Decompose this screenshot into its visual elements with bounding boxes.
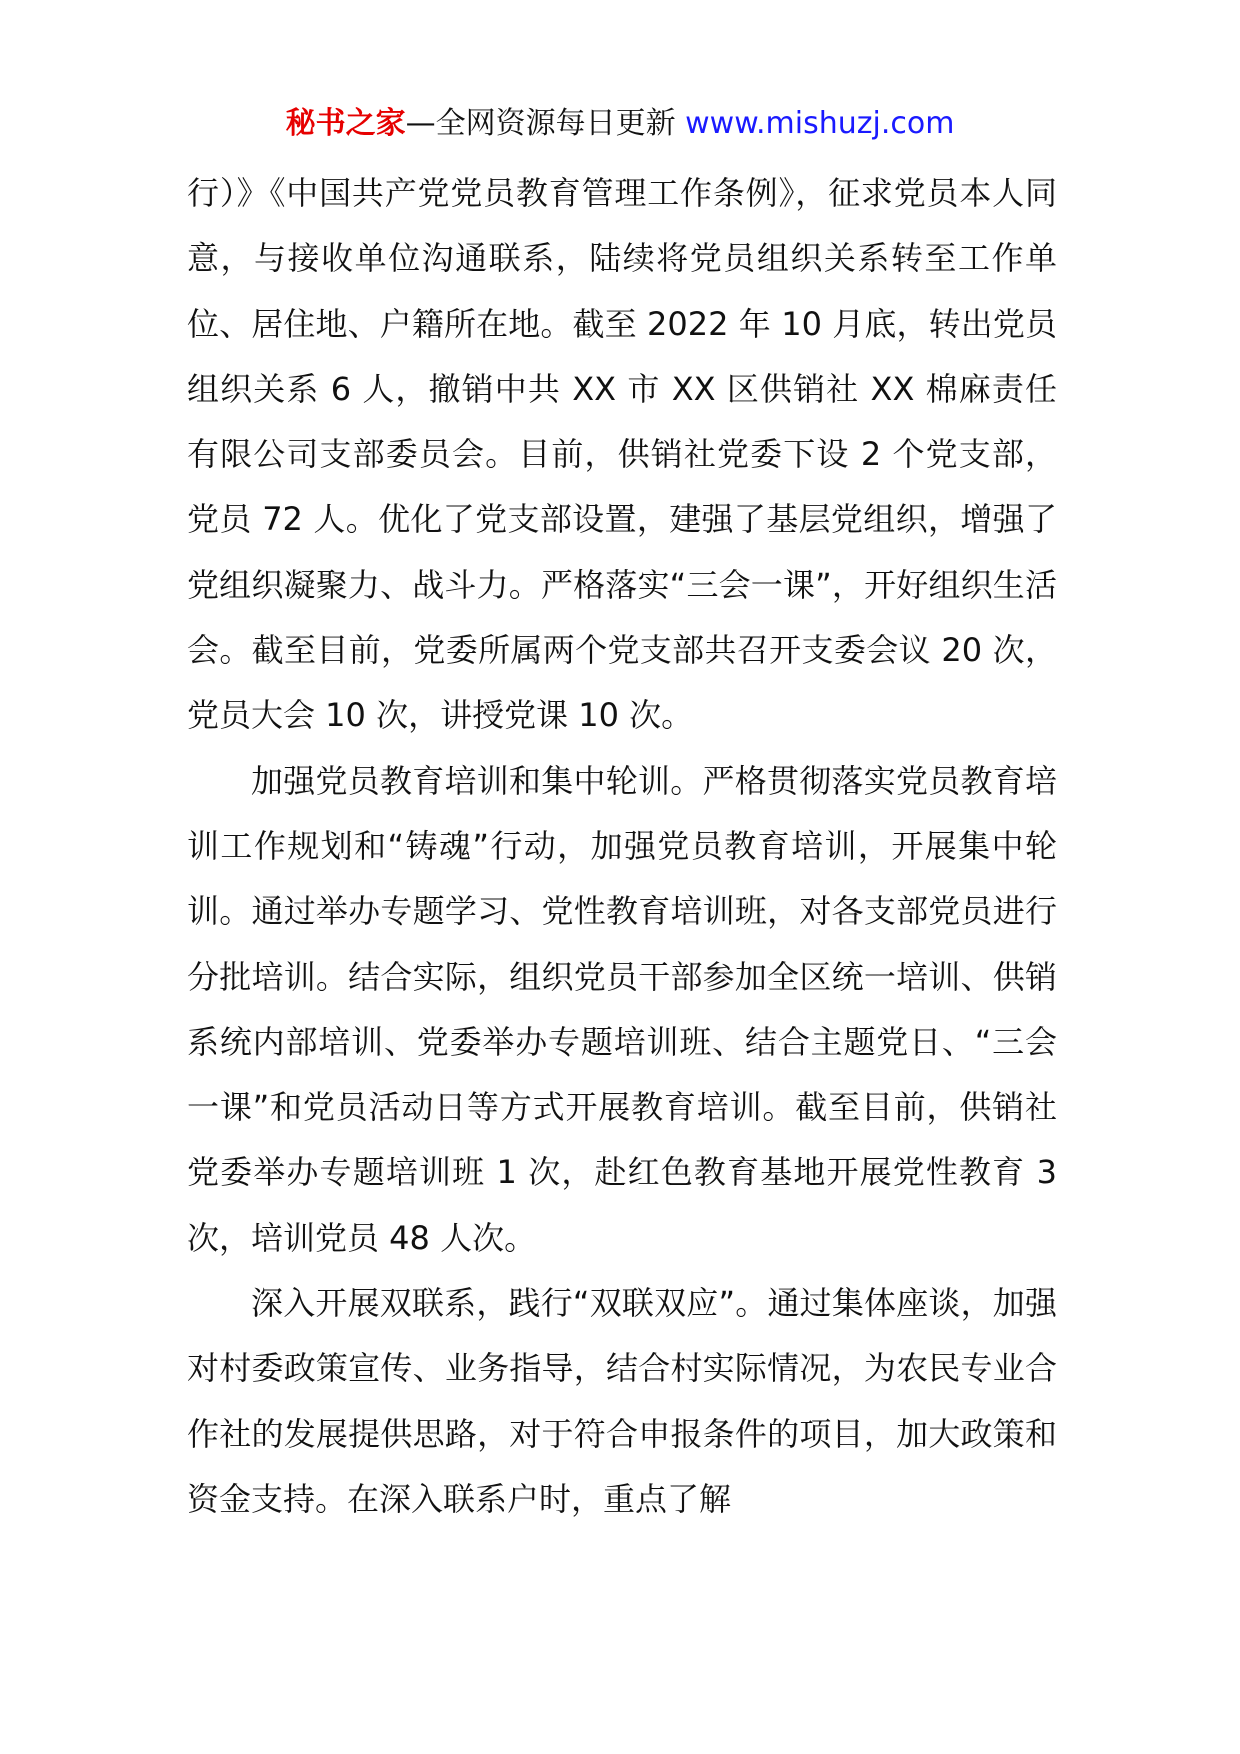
page-header bbox=[0, 104, 1240, 144]
paragraph-dual-contact: 深入开展双联系，践行“双联双应”。通过集体座谈，加强对村委政策宣传、业务指导，结合村实际情况，为农民专业合作社的发展提供思路，对于符合申报条件的项目，加大政策和资金支持。在深入联系户时，重点了解 bbox=[187, 1284, 1057, 1518]
paragraph-continued: 行）》《中国共产党党员教育管理工作条例》，征求党员本人同意，与接收单位沟通联系，陆续将党员组织关系转至工作单位、居住地、户籍所在地。截至 2022 年 10 月底，转出党员组织关系 6 人，撤销中共 XX 市 XX 区供销社 XX 棉麻责任有限公司支部委员会。目前，供销社党委下设 2 个党支部，党员 72 人。优化了党支部设置，建强了基层党组织，增强了党组织凝聚力、战斗力。严格落实“三会一课”，开好组织生活会。截至目前，党委所属两个党支部共召开支委会议 20 次，党员大会 10 次，讲授党课 10 次。 bbox=[187, 174, 1057, 735]
paragraph-training: 加强党员教育培训和集中轮训。严格贯彻落实党员教育培训工作规划和“铸魂”行动，加强党员教育培训，开展集中轮训。通过举办专题学习、党性教育培训班，对各支部党员进行分批培训。结合实际，组织党员干部参加全区统一培训、供销系统内部培训、党委举办专题培训班、结合主题党日、“三会一课”和党员活动日等方式开展教育培训。截至目前，供销社党委举办专题培训班 1 次，赴红色教育基地开展党性教育 3 次，培训党员 48 人次。 bbox=[187, 761, 1057, 1257]
site-url-link[interactable]: www.mishuzj.com bbox=[685, 106, 955, 141]
site-brand: 秘书之家 bbox=[285, 106, 406, 141]
document-body bbox=[187, 161, 1057, 1532]
site-tagline: —全网资源每日更新 bbox=[405, 106, 686, 141]
